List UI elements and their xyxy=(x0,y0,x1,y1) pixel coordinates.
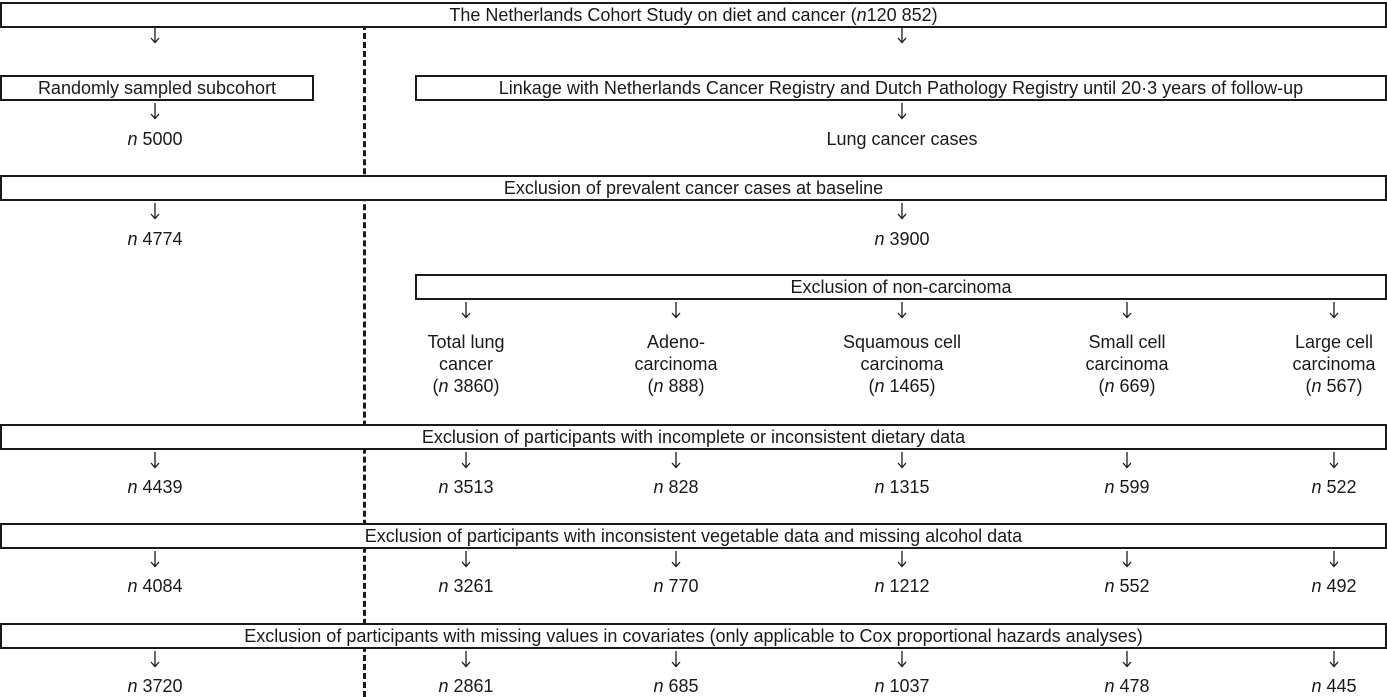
count-after-covariates-adeno: n 685 xyxy=(653,676,699,696)
exclusion-vegetable-label: Exclusion of participants with inconsistent vegetable data and missing alcohol data xyxy=(364,525,1023,546)
subtype-line1: Adeno- xyxy=(646,332,706,352)
count-after-covariates-small-cell: n 478 xyxy=(1104,676,1150,696)
exclusion-dietary-label: Exclusion of participants with incomplete or inconsistent dietary data xyxy=(421,426,966,447)
subtype-line2: cancer xyxy=(438,354,494,374)
down-arrow-icon xyxy=(669,550,683,568)
exclusion-vegetable-box xyxy=(0,523,1387,549)
subtype-line1: Total lung xyxy=(427,332,505,352)
down-arrow-icon xyxy=(1327,550,1341,568)
exclusion-covariates-box xyxy=(0,623,1387,649)
linkage-label: Linkage with Netherlands Cancer Registry and Dutch Pathology Registry until 20·3 years of follow-up xyxy=(498,77,1304,98)
lung-cancer-cases: Lung cancer cases xyxy=(826,129,978,149)
down-arrow-icon xyxy=(1327,301,1341,319)
subcohort-n-after-prevalent: n 4774 xyxy=(127,229,183,249)
exclusion-covariates-label: Exclusion of participants with missing values in covariates (only applicable to Cox proportional hazards analyses) xyxy=(244,625,1143,646)
down-arrow-icon xyxy=(895,550,909,568)
cohort-count: 120 852 xyxy=(866,4,932,25)
count-after-dietary-large-cell: n 522 xyxy=(1311,477,1357,497)
cases-n-after-prevalent: n 3900 xyxy=(874,229,930,249)
count-after-vegetable-subcohort: n 4084 xyxy=(127,576,183,596)
subtype-line2: carcinoma xyxy=(634,354,718,374)
down-arrow-icon xyxy=(148,26,162,44)
down-arrow-icon xyxy=(1120,301,1134,319)
down-arrow-icon xyxy=(895,26,909,44)
down-arrow-icon xyxy=(1120,550,1134,568)
down-arrow-icon xyxy=(1327,650,1341,668)
down-arrow-icon xyxy=(148,650,162,668)
exclusion-noncarcinoma-label: Exclusion of non-carcinoma xyxy=(790,276,1012,297)
subtype-line1: Squamous cell xyxy=(842,332,962,352)
linkage-box xyxy=(415,75,1387,101)
down-arrow-icon xyxy=(459,550,473,568)
down-arrow-icon xyxy=(895,650,909,668)
subcohort-box xyxy=(0,75,314,101)
subtype-large-cell xyxy=(1254,331,1387,397)
count-after-covariates-total-lung: n 2861 xyxy=(438,676,494,696)
count-after-vegetable-small-cell: n 552 xyxy=(1104,576,1150,596)
exclusion-noncarcinoma-box xyxy=(415,274,1387,300)
exclusion-prevalent-label: Exclusion of prevalent cancer cases at baseline xyxy=(503,177,884,198)
subcohort-n: n 5000 xyxy=(127,129,183,149)
down-arrow-icon xyxy=(895,451,909,469)
down-arrow-icon xyxy=(669,301,683,319)
down-arrow-icon xyxy=(148,451,162,469)
down-arrow-icon xyxy=(459,650,473,668)
subtype-n: (n 1465) xyxy=(868,376,936,396)
count-after-covariates-squamous: n 1037 xyxy=(874,676,930,696)
subtype-line1: Small cell xyxy=(1088,332,1166,352)
down-arrow-icon xyxy=(1120,451,1134,469)
cohort-close-paren: ) xyxy=(931,4,938,25)
down-arrow-icon xyxy=(669,650,683,668)
down-arrow-icon xyxy=(895,301,909,319)
subtype-n: (n 3860) xyxy=(432,376,500,396)
subtype-n: (n 567) xyxy=(1305,376,1363,396)
subtype-squamous xyxy=(822,331,982,397)
subtype-n: (n 669) xyxy=(1098,376,1156,396)
count-after-vegetable-squamous: n 1212 xyxy=(874,576,930,596)
count-after-covariates-large-cell: n 445 xyxy=(1311,676,1357,696)
subcohort-label: Randomly sampled subcohort xyxy=(37,77,277,98)
count-after-dietary-adeno: n 828 xyxy=(653,477,699,497)
count-after-vegetable-adeno: n 770 xyxy=(653,576,699,596)
dashed-separator xyxy=(363,24,366,697)
n-symbol: n xyxy=(856,4,867,25)
count-after-dietary-subcohort: n 4439 xyxy=(127,477,183,497)
down-arrow-icon xyxy=(1120,650,1134,668)
down-arrow-icon xyxy=(148,202,162,220)
subtype-total-lung xyxy=(386,331,546,397)
cohort-box xyxy=(0,2,1387,28)
count-after-dietary-squamous: n 1315 xyxy=(874,477,930,497)
down-arrow-icon xyxy=(895,102,909,120)
exclusion-dietary-box xyxy=(0,424,1387,450)
count-after-vegetable-total-lung: n 3261 xyxy=(438,576,494,596)
down-arrow-icon xyxy=(669,451,683,469)
down-arrow-icon xyxy=(459,451,473,469)
count-after-vegetable-large-cell: n 492 xyxy=(1311,576,1357,596)
cohort-title: The Netherlands Cohort Study on diet and cancer ( xyxy=(449,4,857,25)
subtype-line2: carcinoma xyxy=(1085,354,1169,374)
down-arrow-icon xyxy=(148,102,162,120)
down-arrow-icon xyxy=(459,301,473,319)
count-after-dietary-small-cell: n 599 xyxy=(1104,477,1150,497)
count-after-dietary-total-lung: n 3513 xyxy=(438,477,494,497)
down-arrow-icon xyxy=(1327,451,1341,469)
count-after-covariates-subcohort: n 3720 xyxy=(127,676,183,696)
down-arrow-icon xyxy=(895,202,909,220)
exclusion-prevalent-box xyxy=(0,175,1387,201)
subtype-adeno xyxy=(596,331,756,397)
down-arrow-icon xyxy=(148,550,162,568)
subtype-line2: carcinoma xyxy=(1292,354,1376,374)
subtype-small-cell xyxy=(1047,331,1207,397)
subtype-line1: Large cell xyxy=(1294,332,1374,352)
subtype-n: (n 888) xyxy=(647,376,705,396)
subtype-line2: carcinoma xyxy=(860,354,944,374)
